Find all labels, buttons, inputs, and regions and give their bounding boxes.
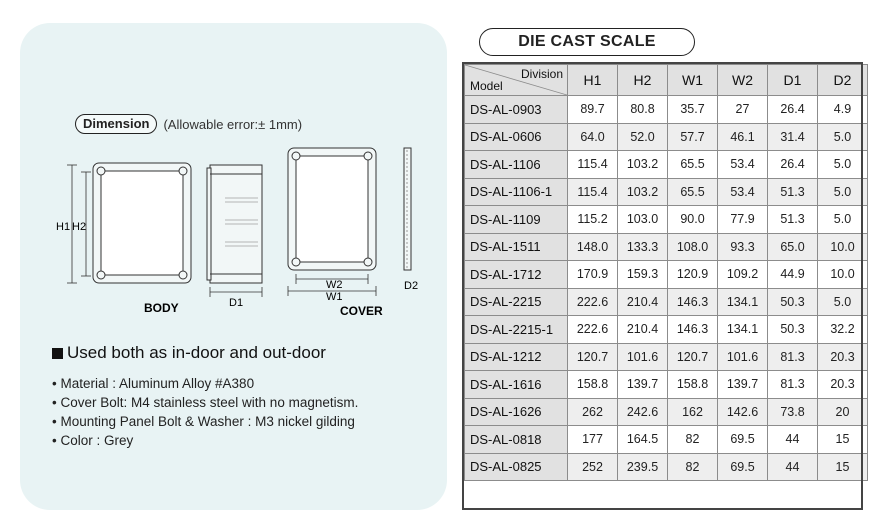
table-row — [465, 206, 868, 234]
value-cell: 44 — [768, 453, 818, 481]
value-cell: 46.1 — [718, 123, 768, 151]
value-cell: 20 — [818, 398, 868, 426]
value-cell: 262 — [568, 398, 618, 426]
info-panel — [20, 23, 447, 510]
value-cell: 20.3 — [818, 371, 868, 399]
spec-item: • Material : Aluminum Alloy #A380 — [52, 376, 255, 391]
body-label: BODY — [144, 301, 179, 315]
value-cell: 93.3 — [718, 233, 768, 261]
value-cell: 77.9 — [718, 206, 768, 234]
feature-heading-text: Used both as in-door and out-door — [67, 343, 326, 362]
value-cell: 80.8 — [618, 96, 668, 124]
value-cell: 115.4 — [568, 178, 618, 206]
d1-label: D1 — [229, 297, 244, 309]
value-cell: 101.6 — [618, 343, 668, 371]
value-cell: 164.5 — [618, 426, 668, 454]
value-cell: 120.7 — [568, 343, 618, 371]
column-header: H2 — [618, 65, 668, 96]
division-label: Division — [520, 67, 563, 81]
table-row — [465, 96, 868, 124]
value-cell: 50.3 — [768, 316, 818, 344]
value-cell: 146.3 — [668, 288, 718, 316]
value-cell: 65.5 — [668, 151, 718, 179]
h1-label: H1 — [56, 221, 71, 233]
w1-label: W1 — [326, 291, 343, 303]
value-cell: 101.6 — [718, 343, 768, 371]
model-cell: DS-AL-0818 — [465, 426, 568, 454]
dimension-header — [75, 113, 302, 135]
table-row — [465, 426, 868, 454]
value-cell: 103.2 — [618, 178, 668, 206]
column-header: W1 — [668, 65, 718, 96]
column-header: D1 — [768, 65, 818, 96]
model-cell: DS-AL-1626 — [465, 398, 568, 426]
value-cell: 222.6 — [568, 316, 618, 344]
value-cell: 4.9 — [818, 96, 868, 124]
spec-item: • Cover Bolt: M4 stainless steel with no magnetism. — [52, 395, 359, 410]
spec-item: • Color : Grey — [52, 433, 134, 448]
value-cell: 120.9 — [668, 261, 718, 289]
cover-label: COVER — [340, 304, 383, 318]
table-row — [465, 343, 868, 371]
value-cell: 222.6 — [568, 288, 618, 316]
spec-item: • Mounting Panel Bolt & Washer : M3 nickel gilding — [52, 414, 355, 429]
value-cell: 81.3 — [768, 343, 818, 371]
table-row — [465, 453, 868, 481]
value-cell: 15 — [818, 453, 868, 481]
value-cell: 51.3 — [768, 178, 818, 206]
column-header: W2 — [718, 65, 768, 96]
value-cell: 139.7 — [718, 371, 768, 399]
value-cell: 31.4 — [768, 123, 818, 151]
value-cell: 10.0 — [818, 233, 868, 261]
value-cell: 82 — [668, 453, 718, 481]
value-cell: 239.5 — [618, 453, 668, 481]
value-cell: 65.5 — [668, 178, 718, 206]
column-header: H1 — [568, 65, 618, 96]
value-cell: 69.5 — [718, 426, 768, 454]
table-body — [465, 96, 868, 481]
dimension-drawings — [50, 138, 450, 328]
table-row — [465, 151, 868, 179]
value-cell: 158.8 — [568, 371, 618, 399]
corner-header — [465, 65, 568, 96]
model-cell: DS-AL-1106-1 — [465, 178, 568, 206]
value-cell: 35.7 — [668, 96, 718, 124]
value-cell: 210.4 — [618, 288, 668, 316]
table-row — [465, 316, 868, 344]
model-cell: DS-AL-2215-1 — [465, 316, 568, 344]
bullet-square-icon — [52, 348, 63, 359]
value-cell: 210.4 — [618, 316, 668, 344]
value-cell: 115.2 — [568, 206, 618, 234]
cover-front-view — [288, 148, 376, 270]
value-cell: 134.1 — [718, 288, 768, 316]
column-header: D2 — [818, 65, 868, 96]
model-cell: DS-AL-1511 — [465, 233, 568, 261]
value-cell: 44.9 — [768, 261, 818, 289]
value-cell: 139.7 — [618, 371, 668, 399]
model-label: Model — [470, 79, 503, 93]
value-cell: 108.0 — [668, 233, 718, 261]
spec-list — [52, 374, 358, 450]
value-cell: 52.0 — [618, 123, 668, 151]
value-cell: 81.3 — [768, 371, 818, 399]
value-cell: 162 — [668, 398, 718, 426]
value-cell: 120.7 — [668, 343, 718, 371]
value-cell: 90.0 — [668, 206, 718, 234]
value-cell: 20.3 — [818, 343, 868, 371]
table-row — [465, 233, 868, 261]
model-cell: DS-AL-1712 — [465, 261, 568, 289]
model-cell: DS-AL-0903 — [465, 96, 568, 124]
value-cell: 5.0 — [818, 123, 868, 151]
table-header-row — [465, 65, 868, 96]
value-cell: 57.7 — [668, 123, 718, 151]
value-cell: 133.3 — [618, 233, 668, 261]
body-front-view — [93, 163, 191, 283]
value-cell: 148.0 — [568, 233, 618, 261]
table-row — [465, 123, 868, 151]
value-cell: 65.0 — [768, 233, 818, 261]
value-cell: 15 — [818, 426, 868, 454]
value-cell: 170.9 — [568, 261, 618, 289]
d2-label: D2 — [404, 280, 419, 292]
value-cell: 50.3 — [768, 288, 818, 316]
value-cell: 5.0 — [818, 178, 868, 206]
d1-dimension-line — [210, 287, 262, 297]
model-cell: DS-AL-1109 — [465, 206, 568, 234]
tolerance-note: (Allowable error:± 1mm) — [163, 116, 303, 132]
value-cell: 159.3 — [618, 261, 668, 289]
value-cell: 51.3 — [768, 206, 818, 234]
scale-table — [464, 64, 868, 481]
value-cell: 26.4 — [768, 151, 818, 179]
value-cell: 27 — [718, 96, 768, 124]
model-cell: DS-AL-2215 — [465, 288, 568, 316]
w2-label: W2 — [326, 279, 343, 291]
value-cell: 26.4 — [768, 96, 818, 124]
value-cell: 5.0 — [818, 288, 868, 316]
value-cell: 103.2 — [618, 151, 668, 179]
value-cell: 146.3 — [668, 316, 718, 344]
dimension-label: Dimension — [75, 114, 157, 134]
model-cell: DS-AL-1106 — [465, 151, 568, 179]
value-cell: 82 — [668, 426, 718, 454]
table-row — [465, 261, 868, 289]
value-cell: 69.5 — [718, 453, 768, 481]
table-row — [465, 288, 868, 316]
value-cell: 5.0 — [818, 206, 868, 234]
value-cell: 103.0 — [618, 206, 668, 234]
value-cell: 109.2 — [718, 261, 768, 289]
table-row — [465, 371, 868, 399]
table-row — [465, 398, 868, 426]
h2-label: H2 — [72, 221, 87, 233]
value-cell: 142.6 — [718, 398, 768, 426]
value-cell: 242.6 — [618, 398, 668, 426]
value-cell: 158.8 — [668, 371, 718, 399]
value-cell: 64.0 — [568, 123, 618, 151]
value-cell: 32.2 — [818, 316, 868, 344]
value-cell: 10.0 — [818, 261, 868, 289]
value-cell: 44 — [768, 426, 818, 454]
table-row — [465, 178, 868, 206]
value-cell: 134.1 — [718, 316, 768, 344]
model-cell: DS-AL-0606 — [465, 123, 568, 151]
value-cell: 53.4 — [718, 151, 768, 179]
value-cell: 252 — [568, 453, 618, 481]
model-cell: DS-AL-1616 — [465, 371, 568, 399]
value-cell: 115.4 — [568, 151, 618, 179]
value-cell: 5.0 — [818, 151, 868, 179]
cover-side-view — [404, 148, 411, 270]
value-cell: 177 — [568, 426, 618, 454]
model-cell: DS-AL-1212 — [465, 343, 568, 371]
scale-title: DIE CAST SCALE — [479, 28, 695, 56]
value-cell: 73.8 — [768, 398, 818, 426]
value-cell: 89.7 — [568, 96, 618, 124]
model-cell: DS-AL-0825 — [465, 453, 568, 481]
value-cell: 53.4 — [718, 178, 768, 206]
feature-heading — [52, 343, 326, 363]
